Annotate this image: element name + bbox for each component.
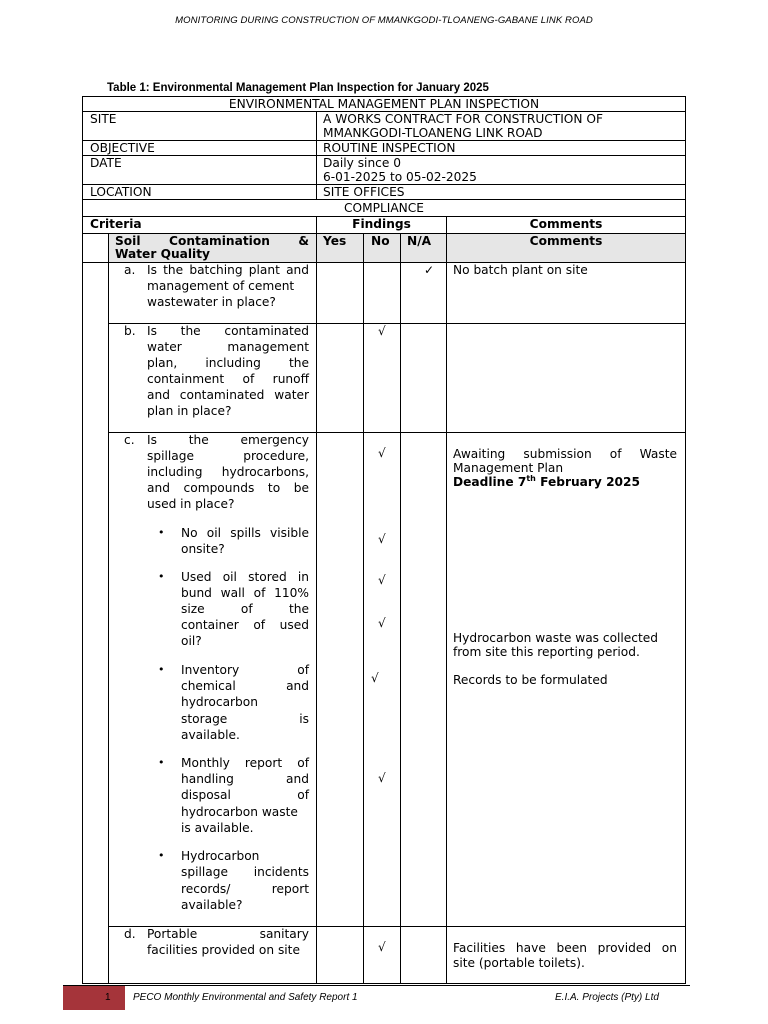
findings-header: Findings (352, 217, 411, 231)
item-d-letter: d. (124, 927, 136, 941)
table-caption: Table 1: Environmental Management Plan Inspection for January 2025 (107, 82, 489, 94)
no-header: No (371, 234, 390, 248)
bullet-2-no-check-b: √ (378, 616, 386, 630)
date-label: DATE (90, 156, 122, 170)
footer-company: E.I.A. Projects (Pty) Ltd (555, 992, 659, 1003)
table-title: ENVIRONMENTAL MANAGEMENT PLAN INSPECTION (228, 97, 540, 111)
bullet-2-comment-line-2: from site this reporting period. (453, 645, 640, 659)
site-label: SITE (90, 112, 117, 126)
site-value-line-2: MMANKGODI-TLOANENG LINK ROAD (323, 126, 543, 140)
footer-report-title: PECO Monthly Environmental and Safety Report 1 (133, 992, 358, 1003)
item-d-comment-line-1: Facilities have been provided on (453, 941, 677, 955)
date-value-line-1: Daily since 0 (323, 156, 401, 170)
bullet-3-comment: Records to be formulated (453, 673, 608, 687)
item-c-comment-line-2: Management Plan (453, 461, 564, 475)
item-a-na-check: ✓ (424, 263, 435, 277)
running-header: MONITORING DURING CONSTRUCTION OF MMANKGODI-TLOANENG-GABANE LINK ROAD (175, 15, 593, 26)
item-b-no-check: √ (378, 324, 386, 338)
bullet-2-no-check-a: √ (378, 573, 386, 587)
yes-header: Yes (323, 234, 347, 248)
bullet-3-yes-check: √ (371, 671, 379, 685)
item-d-no-check: √ (378, 940, 386, 954)
bullet-1-no-check: √ (378, 532, 386, 546)
page-number: 1 (105, 992, 111, 1003)
bullet-marker: • (158, 849, 165, 862)
footer-rule (63, 985, 690, 986)
site-value-line-1: A WORKS CONTRACT FOR CONSTRUCTION OF (323, 112, 603, 126)
bullet-marker: • (158, 526, 165, 539)
section-title-line-1: Soil Contamination & (115, 234, 309, 248)
item-b-letter: b. (124, 324, 136, 338)
objective-label: OBJECTIVE (90, 141, 155, 155)
objective-value: ROUTINE INSPECTION (323, 141, 456, 155)
na-header: N/A (407, 234, 432, 248)
location-value: SITE OFFICES (323, 185, 405, 199)
footer-accent-block (63, 986, 125, 1010)
bullet-4-no-check: √ (378, 771, 386, 785)
date-value-line-2: 6-01-2025 to 05-02-2025 (323, 170, 477, 184)
bullet-2-comment-line-1: Hydrocarbon waste was collected (453, 631, 659, 645)
section-comments-header: Comments (529, 234, 603, 248)
bullet-marker: • (158, 663, 165, 676)
item-a-letter: a. (124, 263, 136, 277)
criteria-header: Criteria (90, 217, 142, 231)
item-c-comment-line-1: Awaiting submission of Waste (453, 447, 677, 461)
item-c-deadline: Deadline 7th February 2025 (453, 473, 640, 489)
item-c-letter: c. (124, 433, 135, 447)
bullet-marker: • (158, 570, 165, 583)
item-d-comment-line-2: site (portable toilets). (453, 956, 585, 970)
comments-header: Comments (529, 217, 603, 231)
location-label: LOCATION (90, 185, 152, 199)
bullet-marker: • (158, 756, 165, 769)
item-c-no-check: √ (378, 446, 386, 460)
section-title-line-2: Water Quality (115, 247, 210, 261)
item-a-comment: No batch plant on site (453, 263, 588, 277)
compliance-heading: COMPLIANCE (343, 201, 425, 215)
